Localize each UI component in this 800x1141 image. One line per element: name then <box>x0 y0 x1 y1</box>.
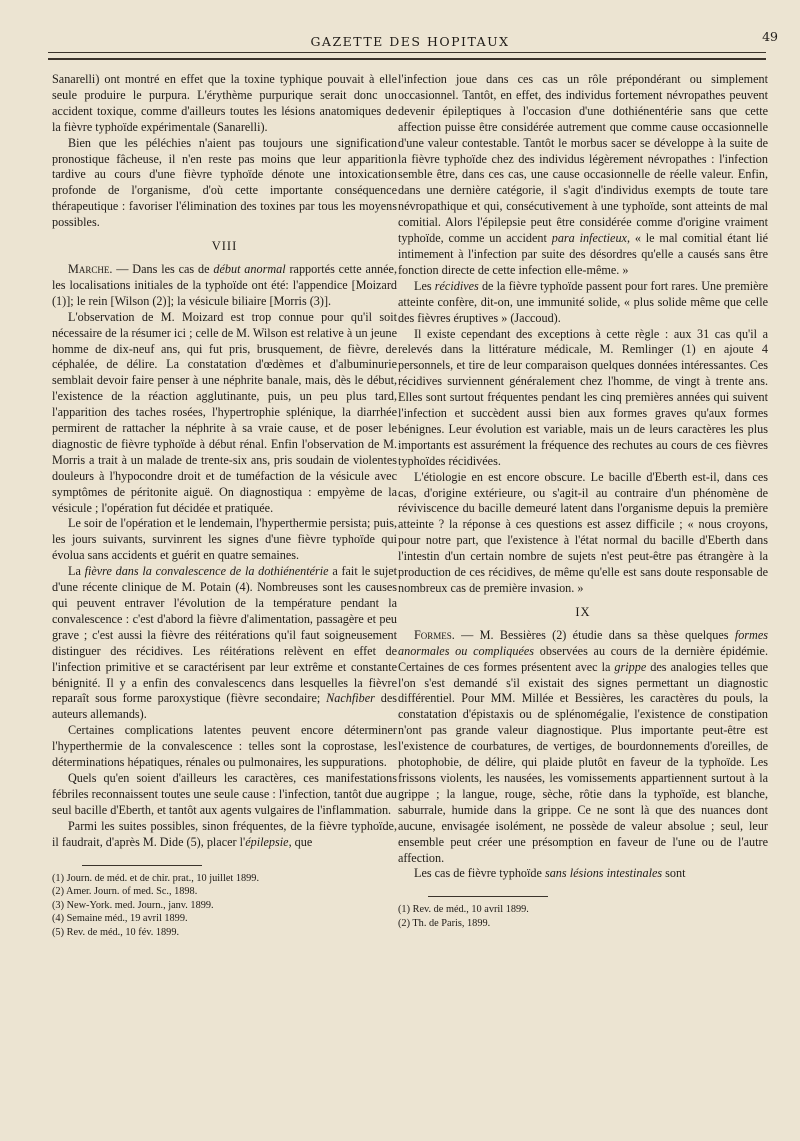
paragraph <box>52 262 397 310</box>
section-heading-ix: IX <box>575 604 591 619</box>
emphasis: épilepsie <box>245 834 289 849</box>
footnote: (5) Rev. de méd., 10 fév. 1899. <box>52 926 180 938</box>
emphasis: grippe <box>614 659 647 674</box>
paragraph <box>398 866 768 882</box>
text: rapportés cette année, les localisations initiales de la typhoïde ont été: l'appendice [Moizard (1)]; le rein [Wilson (2)]; la vésicule biliaire [Morris (3)]. <box>52 261 398 308</box>
paragraph <box>398 628 768 867</box>
text: , « le mal comitial étant lié intimement à l'infection par suite des désordres qu'elle a causés sans être fonction directe de cette infection elle-même. » <box>398 231 768 277</box>
footnote: (2) Th. de Paris, 1899. <box>398 917 491 929</box>
text: observées au cours de la dernière épidémie. Certaines de ces formes présentent avec la <box>398 643 768 674</box>
paragraph: Sanarelli) ont montré en effet que la toxine typhique pouvait à elle seule produire le purpura. L'érythème purpurique serait donc un accident toxique, comme d'ailleurs toutes les lésions anatomiques de la fièvre typhoïde expérimentale (Sanarelli). <box>52 72 397 134</box>
text: — Dans les cas de <box>112 261 214 276</box>
text: a fait le sujet d'une récente clinique de M. Potain (4). Nombreuses sont les causes qui peuvent entraver l'évolution de la température pendant la convalescence : c'est d'abord la fièvre d'alimentation, passagère et peu grave ; c'est aussi la fièvre des réitérations qu'il faut soigneusement distinguer des récidives. Les réitérations relèvent en effet de l'infection primitive et se caractérisent par leur extrême et constante bénignité. Il y a enfin des convalescencs dans lesquelles la fièvre reparaît sous forme paroxystique (fièvre secondaire; <box>52 564 397 706</box>
footnote: (1) Rev. de méd., 10 avril 1899. <box>398 904 529 916</box>
paragraph: L'observation de M. Moizard est trop connue pour qu'il soit nécessaire de la résumer ici ; celle de M. Wilson est relative à un jeune homme de dix-neuf ans, qui fut pris, brusquement, de fièvre, de céphalée, de délire. La constatation d'œdèmes et d'albuminurie semblait devoir faire penser à une néphrite banale, mais, dès le début, l'existence de la réaction agglutinante, puis, un peu plus tard, l'apparition des taches rosées, l'hypertrophie splénique, la diarrhée permirent de rattacher la néphrite à sa vraie cause, et de poser le diagnostic de fièvre typhoïde à début rénal. Enfin l'observation de M. Morris a trait à un malade de trente-six ans, pris soudain de violentes douleurs à l'hypocondre droit et de tuméfaction de la vésicule avec symptômes de péritonite aiguë. On diagnostiqua : empyème de la vésicule ; l'opération fut décidée et pratiquée. <box>52 309 397 515</box>
text: Les <box>414 278 435 293</box>
left-column <box>52 72 397 939</box>
emphasis: formes anormales ou compliquées <box>398 627 768 658</box>
emphasis: Nachfiber <box>326 691 375 706</box>
paragraph: Bien que les péléchies n'aient pas toujours une signification pronostique fâcheuse, il n'en reste pas moins que leur apparition tardive au cours d'une fièvre typhoïde dénote une intoxication profonde de l'organisme, d'où cette importante conséquence thérapeutique : favoriser l'élimination des toxines par tous les moyens possibles. <box>52 135 397 230</box>
run-in-heading: Formes. <box>414 627 455 642</box>
paragraph: Quels qu'en soient d'ailleurs les caractères, ces manifestations fébriles reconnaissent toutes une seule cause : l'infection, tantôt due au seul bacille d'Eberth, et tantôt aux agents vulgaires de l'inflammation. <box>52 770 397 817</box>
right-column <box>398 72 768 930</box>
footnote: (1) Journ. de méd. et de chir. prat., 10 juillet 1899. <box>52 872 260 884</box>
paragraph <box>52 564 397 723</box>
emphasis: para infectieux <box>551 231 627 246</box>
emphasis: sans lésions intestinales <box>544 866 663 881</box>
header-rule-thick <box>48 58 766 60</box>
footnote-rule <box>428 896 548 897</box>
emphasis: début anormal <box>213 261 286 276</box>
header-rule-thin <box>48 52 766 53</box>
emphasis: récidives <box>434 278 479 293</box>
paragraph: L'étiologie en est encore obscure. Le bacille d'Eberth est-il, dans ces cas, d'origine extérieure, ou s'agit-il au contraire d'un phénomène de réviviscence du bacille demeuré latent dans l'organisme depuis la première atteinte ? la réponse à ces questions est assez difficile ; « nous croyons, pour notre part, que l'existence à l'état normal du bacille d'Eberth dans l'intestin d'un certain nombre de sujets n'est peut-être pas étrangère à la production de ces récidives, de même qu'elle est sans doute responsable de nombreux cas de première invasion. » <box>398 469 768 595</box>
text: sont <box>662 866 686 881</box>
footnote: (3) New-York. med. Journ., janv. 1899. <box>52 899 214 911</box>
text: des analogies telles que l'on s'est demandé s'il existait des signes permettant un diagnostic différentiel. Pour MM. Millée et Bessières, les caractères du pouls, la constatation d'épistaxis ou de splénomégalie, l'existence de constipation n'ont pas grande valeur diagnostique. Plus importante peut-être est l'existence de courbatures, de vertiges, de bourdonnements d'oreilles, de photophobie, de délire, qui plaide plutôt en faveur de la typhoïde. Les frissons violents, les nausées, les vomissements appartiennent surtout à la grippe ; la langue, rouge, sèche, rôtie dans la typhoïde, est blanche, saburrale, humide dans la grippe. Ce ne sont là que des nuances dont aucune, envisagée isolément, ne possède de valeur absolue ; seul, leur ensemble peut créer une présomption en faveur de l'une ou de l'autre affection. <box>398 659 768 865</box>
paragraph <box>398 279 768 327</box>
paragraph <box>398 72 768 279</box>
text: , que <box>288 834 313 849</box>
running-header: GAZETTE DES HOPITAUX <box>310 34 510 49</box>
emphasis: fièvre dans la convalescence de la dothiénentérie <box>84 564 329 579</box>
footnote: (2) Amer. Journ. of med. Sc., 1898. <box>52 886 198 897</box>
text: Les cas de fièvre typhoïde <box>414 866 545 881</box>
text: l'infection joue dans ces cas un rôle prépondérant ou simplement occasionnel. Tantôt, en effet, des individus fortement névropathes peuvent devenir épileptiques à l'occasion d'une dothiénentérie sans que cette affection puisse être considérée autrement que comme cause occasionnelle d'une valeur contestable. Tantôt le morbus sacer se développe à la suite de la fièvre typhoïde chez des individus légèrement névropathes : l'infection semble être, dans ces cas, une cause occasionnelle de réelle valeur. Enfin, dans une dernière catégorie, il s'agit d'individus exempts de toute tare névropathique et qui, consécutivement à une typhoïde, sont atteints de mal comitial. Alors l'épilepsie peut être considérée comme d'origine vraiment typhoïde, comme un accident <box>398 72 768 246</box>
text: des auteurs allemands). <box>52 691 398 722</box>
paragraph <box>52 819 397 851</box>
footnote: (4) Semaine méd., 19 avril 1899. <box>52 913 188 924</box>
run-in-heading: Marche. <box>68 261 113 276</box>
text: Parmi les suites possibles, sinon fréquentes, de la fièvre typhoïde, il faudrait, d'après M. Dide (5), placer l' <box>52 818 397 849</box>
paragraph: Il existe cependant des exceptions à cette règle : aux 31 cas qu'il a relevés dans la littérature médicale, M. Remlinger (1) en ajoute 4 personnels, et tire de leur comparaison quelques données intéressantes. Ces récidives surviennent généralement chez l'homme, de vingt à trente ans. Elles sont surtout fréquentes pendant les cinq premières années qui suivent l'infection et succèdent aussi bien aux formes graves qu'aux formes bénignes. Leur évolution est variable, mais un de leurs caractères les plus importants est assurément la fréquence des rechutes au cours de ces fièvres typhoïdes récidivées. <box>398 326 768 468</box>
page-number: 49 <box>762 29 778 44</box>
footnote-rule <box>82 865 202 866</box>
text: La <box>68 564 85 579</box>
paragraph: Le soir de l'opération et le lendemain, l'hyperthermie persista; puis, les jours suivants, survinrent les signes d'une fièvre typhoïde qui évolua sans accidents et guérit en quatre semaines. <box>52 516 397 563</box>
text: — M. Bessières (2) étudie dans sa thèse quelques <box>454 627 735 642</box>
paragraph: Certaines complications latentes peuvent encore déterminer l'hyperthermie de la convalescence : telles sont la coprostase, les déterminations hépatiques, rénales ou pulmonaires, les suppurations. <box>52 723 397 770</box>
text: de la fièvre typhoïde passent pour fort rares. Une première atteinte confère, dit-on, une immunité solide, « plus solide même que celle des fièvres éruptives » (Jaccoud). <box>398 278 769 325</box>
section-heading-viii: VIII <box>211 239 238 254</box>
